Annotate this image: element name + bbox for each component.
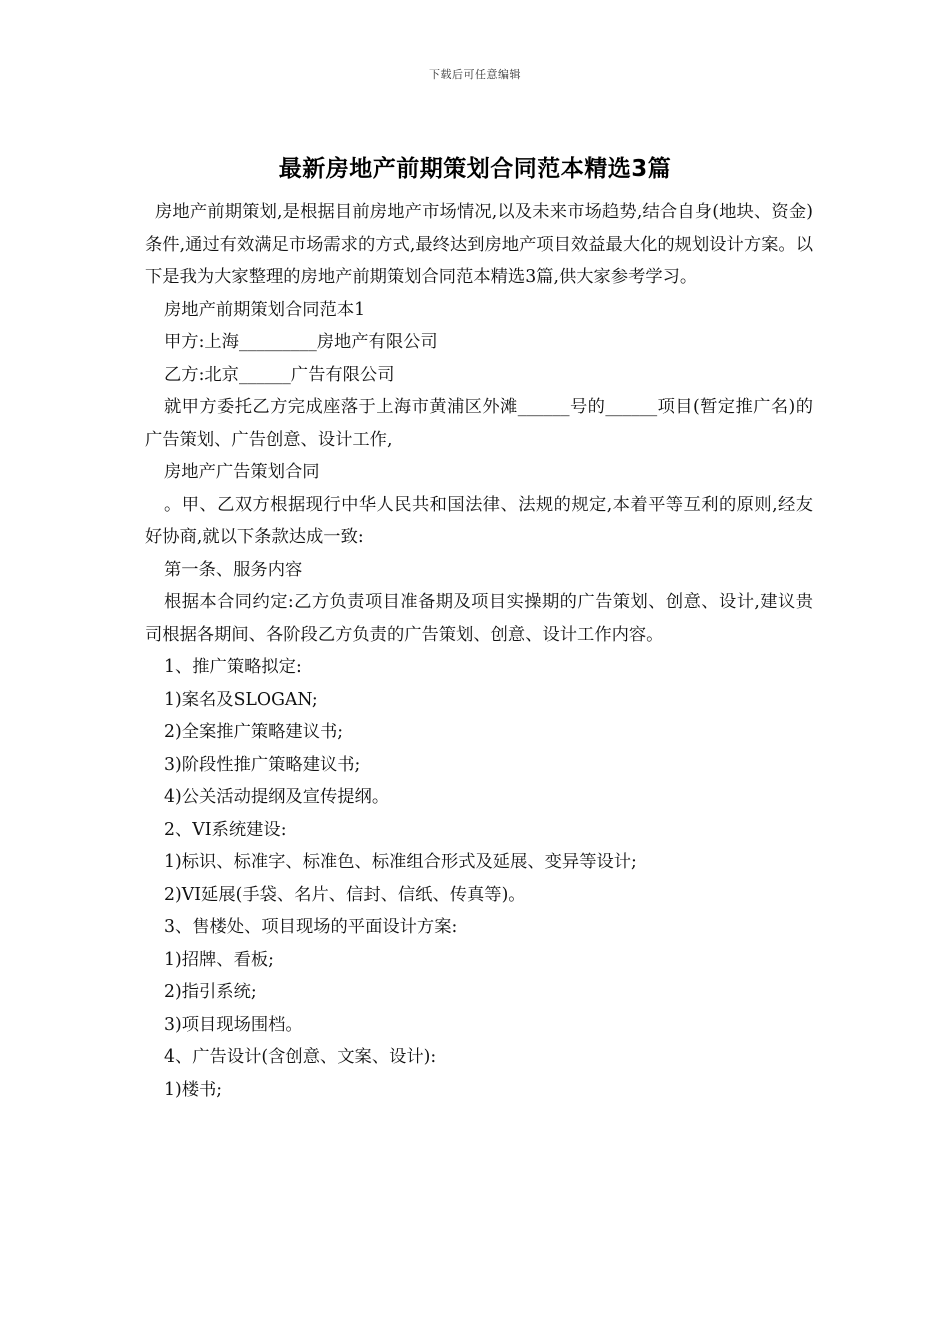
list-item: 2)指引系统; <box>164 982 257 1002</box>
list-item: 3)项目现场围档。 <box>164 1014 303 1035</box>
commission-paragraph: 就甲方委托乙方完成座落于上海市黄浦区外滩______号的______项目(暂定推广名)的广告策划、广告创意、设计工作, <box>145 397 813 450</box>
intro-paragraph: 房地产前期策划,是根据目前房地产市场情况,以及未来市场趋势,结合自身(地块、资金)条件,通过有效满足市场需求的方式,最终达到房地产项目效益最大化的规划设计方案。以下是我为大家整理的房地产前期策划合同范本精选3篇,供大家参考学习。 <box>145 202 813 287</box>
agreement-paragraph: 。甲、乙双方根据现行中华人民共和国法律、法规的规定,本着平等互利的原则,经友好协商,就以下条款达成一致: <box>145 494 813 547</box>
document-title: 最新房地产前期策划合同范本精选3篇 <box>278 156 672 182</box>
list-item: 1)案名及SLOGAN; <box>164 689 318 710</box>
list-item: 2、VI系统建设: <box>164 819 287 840</box>
page-header-note: 下载后可任意编辑 <box>429 68 521 81</box>
list-item: 3)阶段性推广策略建议书; <box>164 754 361 775</box>
list-item: 1)招牌、看板; <box>164 949 274 970</box>
list-item: 1)标识、标准字、标准色、标准组合形式及延展、变异等设计; <box>164 852 637 872</box>
list-item: 2)全案推广策略建议书; <box>164 722 344 742</box>
list-item: 4、广告设计(含创意、文案、设计): <box>164 1047 437 1067</box>
party-b-line: 乙方:北京______广告有限公司 <box>164 364 395 385</box>
party-a-line: 甲方:上海_________房地产有限公司 <box>164 332 438 352</box>
document-body <box>145 196 813 1106</box>
list-item: 4)公关活动提纲及宣传提纲。 <box>164 787 390 807</box>
article-one-heading: 第一条、服务内容 <box>164 559 303 580</box>
service-scope-paragraph: 根据本合同约定:乙方负责项目准备期及项目实操期的广告策划、创意、设计,建议贵司根据各期间、各阶段乙方负责的广告策划、创意、设计工作内容。 <box>145 592 813 645</box>
list-item: 1、推广策略拟定: <box>164 657 302 677</box>
list-item: 3、售楼处、项目现场的平面设计方案: <box>164 917 458 937</box>
contract-subtitle: 房地产广告策划合同 <box>164 462 320 482</box>
contract-heading: 房地产前期策划合同范本1 <box>164 299 366 320</box>
list-item: 1)楼书; <box>164 1079 223 1100</box>
list-item: 2)VI延展(手袋、名片、信封、信纸、传真等)。 <box>164 884 526 905</box>
